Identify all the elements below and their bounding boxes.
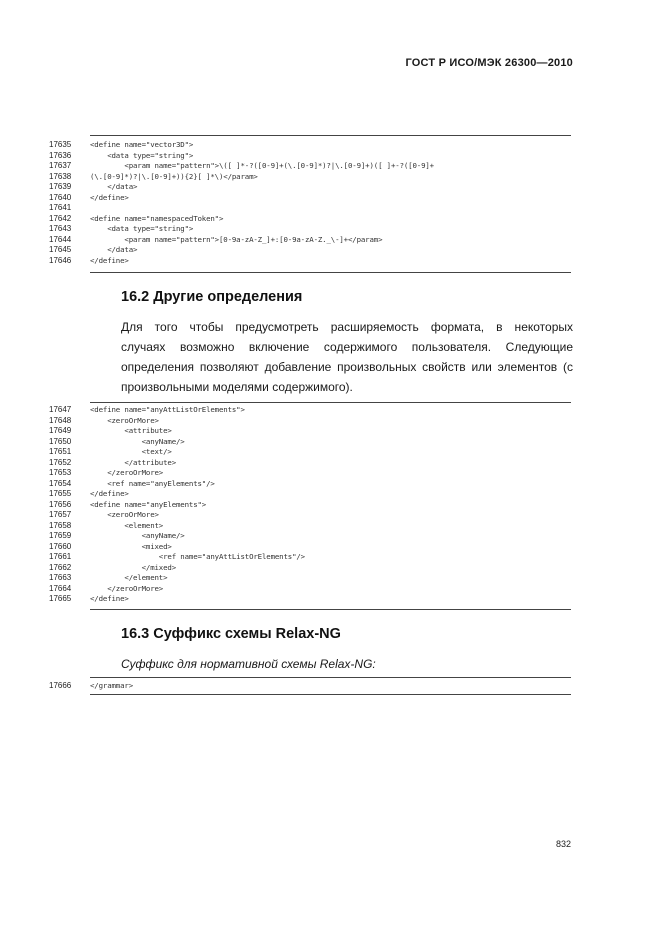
line-number: 17637: [49, 161, 72, 170]
top-rule-2: [90, 402, 571, 403]
code-block-2: [49, 405, 571, 605]
code-text: <data type="string">: [90, 150, 194, 160]
code-line: [49, 510, 571, 521]
line-number: 17664: [49, 583, 72, 593]
line-number: 17645: [49, 245, 72, 254]
line-number: 17665: [49, 594, 72, 603]
code-line: [49, 235, 571, 246]
code-line: [49, 140, 571, 151]
bottom-rule-2: [90, 609, 571, 610]
section-paragraph: [121, 317, 573, 397]
line-number: 17649: [49, 426, 72, 435]
code-line: [49, 256, 571, 267]
code-line: [49, 521, 571, 532]
code-text: <param name="pattern">\([ ]*-?([0-9]+(\.[0-9]*)?|\.[0-9]+)([ ]+-?([0-9]+: [90, 161, 434, 170]
code-line: [49, 182, 571, 193]
paragraph-line: случаях возможно включение содержимого пользователя. Следующие: [121, 340, 573, 354]
line-number: 17640: [49, 192, 72, 202]
code-text: </zeroOrMore>: [90, 468, 164, 477]
line-number: 17656: [49, 499, 72, 509]
code-line: [49, 594, 571, 605]
code-text: <define name="anyAttListOrElements">: [90, 405, 245, 414]
line-number: 17655: [49, 489, 72, 498]
code-text: <param name="pattern">[0-9a-zA-Z_]+:[0-9a-zA-Z._\-]+</param>: [90, 234, 383, 244]
code-text: <define name="vector3D">: [90, 140, 194, 149]
code-line: [49, 437, 571, 448]
page-number: 832: [555, 839, 571, 849]
paragraph-line: произвольными моделями содержимого).: [121, 380, 353, 394]
code-line: [49, 479, 571, 490]
line-number: 17658: [49, 520, 72, 530]
code-line: [49, 458, 571, 469]
code-line: [49, 245, 571, 256]
line-number: 17650: [49, 436, 72, 446]
bottom-rule-3: [90, 694, 571, 695]
code-text: <element>: [90, 520, 164, 530]
document-header: ГОСТ Р ИСО/МЭК 26300—2010: [405, 57, 573, 69]
line-number: 17646: [49, 255, 72, 265]
section-caption: Суффикс для нормативной схемы Relax-NG:: [121, 657, 376, 671]
code-text: <data type="string">: [90, 224, 194, 233]
code-text: <ref name="anyAttListOrElements"/>: [90, 552, 305, 561]
code-text: <zeroOrMore>: [90, 510, 159, 519]
line-number: 17654: [49, 478, 72, 488]
code-line: [49, 573, 571, 584]
code-text: <mixed>: [90, 541, 172, 551]
code-line: [49, 563, 571, 574]
code-line: [49, 426, 571, 437]
code-text: <anyName/>: [90, 531, 185, 540]
line-number: 17653: [49, 468, 72, 477]
code-text: </attribute>: [90, 457, 176, 467]
code-line: [49, 447, 571, 458]
code-line: [49, 416, 571, 427]
paragraph-line: определения позволяют добавление произвольных свойств или элементов (с: [121, 360, 573, 374]
code-line: [49, 468, 571, 479]
code-text: </define>: [90, 489, 129, 498]
line-number: 17642: [49, 213, 72, 223]
line-number: 17662: [49, 562, 72, 572]
line-number: 17643: [49, 224, 72, 233]
line-number: 17641: [49, 203, 72, 212]
code-line: [49, 542, 571, 553]
code-line: [49, 203, 571, 214]
code-text: </data>: [90, 245, 138, 254]
code-line: [49, 193, 571, 204]
code-block-3: [49, 681, 571, 692]
paragraph-line: Для того чтобы предусмотреть расширяемость формата, в некоторых: [121, 320, 573, 334]
code-line: [49, 531, 571, 542]
code-text: </element>: [90, 573, 168, 582]
line-number: 17660: [49, 541, 72, 551]
section-heading-16-3: 16.3 Суффикс схемы Relax-NG: [121, 626, 341, 642]
code-text: </mixed>: [90, 562, 176, 572]
code-line: [49, 405, 571, 416]
line-number: 17644: [49, 234, 72, 244]
code-line: [49, 584, 571, 595]
code-line: [49, 151, 571, 162]
bottom-rule-1: [90, 272, 571, 273]
code-text: <anyName/>: [90, 436, 185, 446]
code-line: [49, 172, 571, 183]
line-number: 17639: [49, 182, 72, 191]
code-line: [49, 489, 571, 500]
line-number: 17635: [49, 140, 72, 149]
code-block-1: [49, 140, 571, 266]
code-text: </zeroOrMore>: [90, 583, 164, 593]
line-number: 17666: [49, 681, 72, 690]
line-number: 17647: [49, 405, 72, 414]
line-number: 17638: [49, 171, 72, 181]
line-number: 17636: [49, 150, 72, 160]
section-heading-16-2: 16.2 Другие определения: [121, 289, 303, 305]
code-line: [49, 500, 571, 511]
code-line: [49, 681, 571, 692]
code-text: <text/>: [90, 447, 172, 456]
code-text: <define name="anyElements">: [90, 499, 207, 509]
code-line: [49, 224, 571, 235]
code-text: </grammar>: [90, 681, 133, 690]
line-number: 17651: [49, 447, 72, 456]
code-text: </data>: [90, 182, 138, 191]
code-text: </define>: [90, 594, 129, 603]
line-number: 17648: [49, 415, 72, 425]
code-text: <ref name="anyElements"/>: [90, 478, 215, 488]
code-line: [49, 552, 571, 563]
code-text: <zeroOrMore>: [90, 415, 159, 425]
line-number: 17659: [49, 531, 72, 540]
code-text: <attribute>: [90, 426, 172, 435]
code-text: </define>: [90, 192, 129, 202]
code-text: (\.[0-9]*)?|\.[0-9]+)){2}[ ]*\)</param>: [90, 171, 258, 181]
top-rule-1: [90, 135, 571, 136]
top-rule-3: [90, 677, 571, 678]
code-line: [49, 214, 571, 225]
line-number: 17663: [49, 573, 72, 582]
code-line: [49, 161, 571, 172]
code-text: </define>: [90, 255, 129, 265]
code-text: <define name="namespacedToken">: [90, 213, 224, 223]
line-number: 17657: [49, 510, 72, 519]
line-number: 17652: [49, 457, 72, 467]
line-number: 17661: [49, 552, 72, 561]
